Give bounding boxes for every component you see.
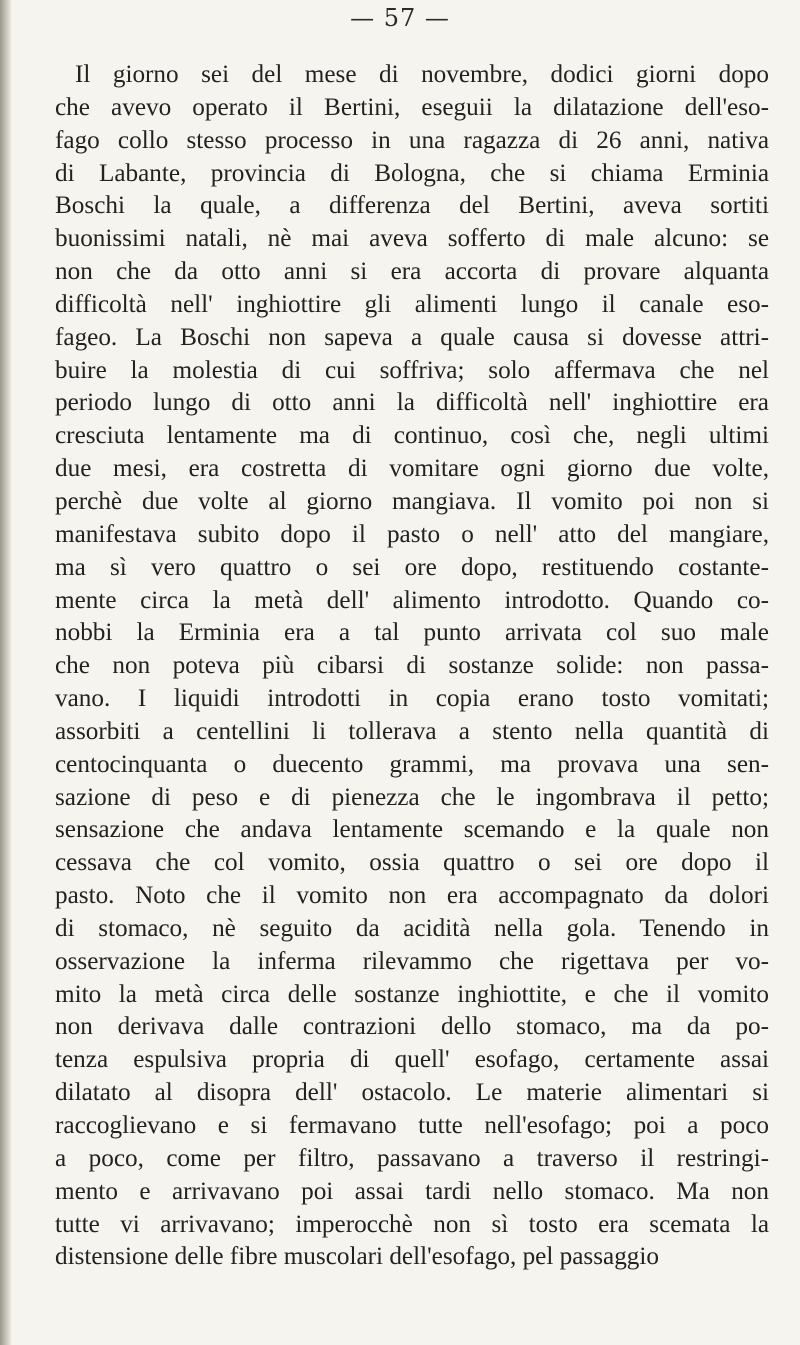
text-line: sensazione che andava lentamente scemando e la quale non	[55, 816, 769, 844]
text-line: raccoglievano e si fermavano tutte nell'esofago; poi a poco	[55, 1112, 769, 1139]
text-line: mito la metà circa delle sostanze inghiottite, e che il vomito	[55, 980, 769, 1008]
text-line: di stomaco, nè seguito da acidità nella gola. Tenendo in	[55, 914, 769, 942]
text-line: cessava che col vomito, ossia quattro o sei ore dopo il	[55, 849, 769, 877]
text-line: tutte vi arrivavano; imperocchè non sì tosto era scemata la	[55, 1210, 769, 1238]
text-line: osservazione la inferma rilevammo che rigettava per vo-	[55, 947, 769, 975]
page-edge	[0, 0, 12, 1345]
text-line: Boschi la quale, a differenza del Bertini, aveva sortiti	[55, 192, 769, 220]
text-line: Il giorno sei del mese di novembre, dodici giorni dopo	[75, 61, 769, 88]
text-line: dilatato al disopra dell' ostacolo. Le materie alimentari si	[55, 1079, 769, 1107]
text-line: fageo. La Boschi non sapeva a quale causa si dovesse attri-	[55, 323, 769, 351]
text-line: cresciuta lentamente ma di continuo, così che, negli ultimi	[55, 422, 769, 450]
text-line: perchè due volte al giorno mangiava. Il vomito poi non si	[55, 487, 769, 515]
text-line: assorbiti a centellini li tollerava a stento nella quantità di	[55, 717, 769, 745]
body-text	[55, 59, 769, 1274]
text-line: mento e arrivavano poi assai tardi nello stomaco. Ma non	[55, 1177, 769, 1205]
text-line: periodo lungo di otto anni la difficoltà nell' inghiottire era	[55, 389, 769, 417]
text-line: buire la molestia di cui soffriva; solo affermava che nel	[55, 356, 769, 384]
text-line: non che da otto anni si era accorta di provare alquanta	[55, 258, 769, 286]
text-line: che avevo operato il Bertini, eseguii la dilatazione dell'eso-	[55, 93, 769, 121]
text-line: a poco, come per filtro, passavano a traverso il restringi-	[55, 1144, 769, 1172]
text-line: non derivava dalle contrazioni dello stomaco, ma da po-	[55, 1013, 769, 1041]
page-number: — 57 —	[350, 4, 450, 32]
text-line: vano. I liquidi introdotti in copia erano tosto vomitati;	[55, 685, 769, 713]
text-line: pasto. Noto che il vomito non era accompagnato da dolori	[55, 882, 769, 910]
text-line: manifestava subito dopo il pasto o nell' atto del mangiare,	[55, 520, 769, 548]
text-line: che non poteva più cibarsi di sostanze solide: non passa-	[55, 652, 769, 680]
text-line: due mesi, era costretta di vomitare ogni giorno due volte,	[55, 455, 769, 483]
text-line: di Labante, provincia di Bologna, che si chiama Erminia	[55, 159, 769, 187]
text-line: nobbi la Erminia era a tal punto arrivata col suo male	[55, 619, 769, 647]
text-line: centocinquanta o duecento grammi, ma provava una sen-	[55, 750, 769, 778]
text-line: tenza espulsiva propria di quell' esofago, certamente assai	[55, 1046, 769, 1074]
text-line: buonissimi natali, nè mai aveva sofferto di male alcuno: se	[55, 225, 769, 253]
text-line: difficoltà nell' inghiottire gli alimenti lungo il canale eso-	[55, 290, 769, 318]
text-line: ma sì vero quattro o sei ore dopo, restituendo costante-	[55, 553, 769, 581]
text-line: distensione delle fibre muscolari dell'esofago, pel passaggio	[55, 1243, 659, 1271]
text-line: mente circa la metà dell' alimento introdotto. Quando co-	[55, 586, 769, 614]
text-line: fago collo stesso processo in una ragazza di 26 anni, nativa	[55, 126, 769, 154]
text-line: sazione di peso e di pienezza che le ingombrava il petto;	[55, 783, 769, 811]
